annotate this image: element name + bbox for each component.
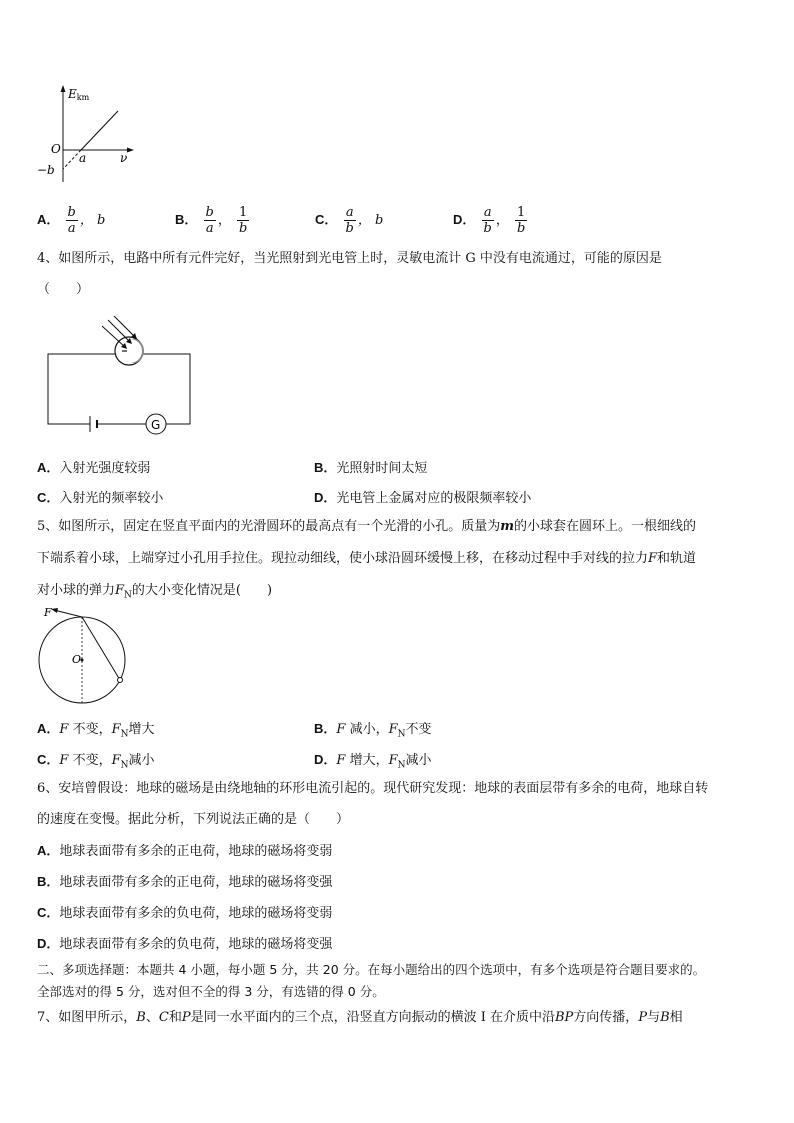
q6-option-d: D．地球表面带有多余的负电荷，地球的磁场将变强 xyxy=(37,936,333,952)
option-label: A． xyxy=(37,212,60,227)
ball xyxy=(118,678,123,683)
fraction: $\frac{a}{b}$ xyxy=(345,205,354,236)
q5-stem-line-3: 对小球的弹力$F_N$的大小变化情况是( ) xyxy=(37,583,273,601)
q6-stem-line-2: 的速度在变慢。据此分析，下列说法正确的是（ ） xyxy=(37,812,350,827)
fraction: $\frac{1}{b}$ xyxy=(239,205,248,236)
y-axis-label: Ekm xyxy=(68,87,90,102)
q5-stem-line-2: 下端系着小球，上端穿过小孔用手拉住。现拉动细线，使小球沿圆环缓慢上移，在移动过程中手对线的拉力F和轨道 xyxy=(37,551,697,566)
x-axis-label: ν xyxy=(120,151,128,165)
q7-stem-line-1: 7、如图甲所示，B、C和P是同一水平面内的三个点，沿竖直方向振动的横波 I 在介质中沿BP方向传播，P与B相 xyxy=(37,1010,683,1025)
q3-option-a xyxy=(37,205,105,236)
photoelectric-circuit-diagram xyxy=(44,314,196,438)
option-label: C． xyxy=(315,212,338,227)
option-text: ， xyxy=(495,213,509,228)
ekm-frequency-graph xyxy=(30,82,150,194)
option-label: B． xyxy=(175,212,198,227)
neg-b-label: −b xyxy=(37,163,55,177)
q6-option-c: C．地球表面带有多余的负电荷，地球的磁场将变弱 xyxy=(37,905,333,921)
q5-option-c: C．F 不变，$F_N$减小 xyxy=(37,752,155,771)
option-text: ， b xyxy=(79,213,106,228)
fraction: $\frac{a}{b}$ xyxy=(483,205,492,236)
origin-label: O xyxy=(51,142,61,156)
option-text: ， b xyxy=(357,213,384,228)
q3-option-d xyxy=(453,205,529,236)
q4-option-a xyxy=(37,457,150,476)
section-2-header-line-2: 全部选对的得 5 分，选对但不全的得 3 分，有选错的得 0 分。 xyxy=(37,984,385,999)
ring-force-diagram xyxy=(36,604,136,708)
q5-option-a: A．F 不变，$F_N$增大 xyxy=(37,721,155,740)
center-label: O xyxy=(72,653,82,666)
q4-stem-line-1: 4、如图所示，电路中所有元件完好，当光照射到光电管上时，灵敏电流计 G 中没有电流通过，可能的原因是 xyxy=(37,251,662,266)
q5-stem-line-1: 5、如图所示，固定在竖直平面内的光滑圆环的最高点有一个光滑的小孔。质量为m的小球套在圆环上。一根细线的 xyxy=(37,519,697,534)
fraction: $\frac{1}{b}$ xyxy=(517,205,526,236)
q6-option-a: A．地球表面带有多余的正电荷，地球的磁场将变弱 xyxy=(37,843,333,859)
option-label: D． xyxy=(453,212,476,227)
q4-stem-line-2: （ ） xyxy=(37,282,90,297)
option-label: C． xyxy=(37,490,60,505)
string xyxy=(82,617,120,680)
option-label: D． xyxy=(314,490,337,505)
light-ray xyxy=(108,320,130,342)
option-text: 光照射时间太短 xyxy=(336,461,428,476)
option-text: 光电管上金属对应的极限频率较小 xyxy=(336,491,532,506)
x-axis-arrow xyxy=(127,148,134,153)
q5-option-d: D．F 增大，$F_N$减小 xyxy=(314,752,432,771)
option-text: ， xyxy=(217,213,231,228)
a-label: a xyxy=(79,151,87,165)
option-text: 入射光的频率较小 xyxy=(59,491,164,506)
q4-option-b xyxy=(314,457,427,476)
fraction: $\frac{b}{a}$ xyxy=(67,205,76,236)
q5-option-b: B．F 减小，$F_N$不变 xyxy=(314,721,432,740)
q6-option-b: B．地球表面带有多余的正电荷，地球的磁场将变强 xyxy=(37,874,333,890)
force-arrow-head xyxy=(51,608,58,613)
light-ray xyxy=(114,316,135,337)
option-label: A． xyxy=(37,460,60,475)
force-arrow xyxy=(54,610,82,617)
y-axis-arrow xyxy=(61,85,66,92)
option-label: B． xyxy=(314,460,337,475)
light-ray xyxy=(102,326,125,347)
circuit-wire xyxy=(48,354,118,424)
galvanometer-label: G xyxy=(151,418,161,432)
q4-option-c xyxy=(37,487,163,506)
q4-option-d xyxy=(314,487,531,506)
force-label: F xyxy=(44,606,52,619)
circuit-wire xyxy=(140,354,190,424)
q3-option-c xyxy=(315,205,383,236)
fraction: $\frac{b}{a}$ xyxy=(205,205,214,236)
option-text: 入射光强度较弱 xyxy=(59,461,151,476)
q6-stem-line-1: 6、安培曾假设：地球的磁场是由绕地轴的环形电流引起的。现代研究发现：地球的表面层带有多余的电荷，地球自转 xyxy=(37,781,709,796)
section-2-header-line-1: 二、多项选择题：本题共 4 小题，每小题 5 分，共 20 分。在每小题给出的四个选项中，有多个选项是符合题目要求的。 xyxy=(37,962,706,977)
q3-option-b xyxy=(175,205,251,236)
ekm-line xyxy=(81,111,118,150)
